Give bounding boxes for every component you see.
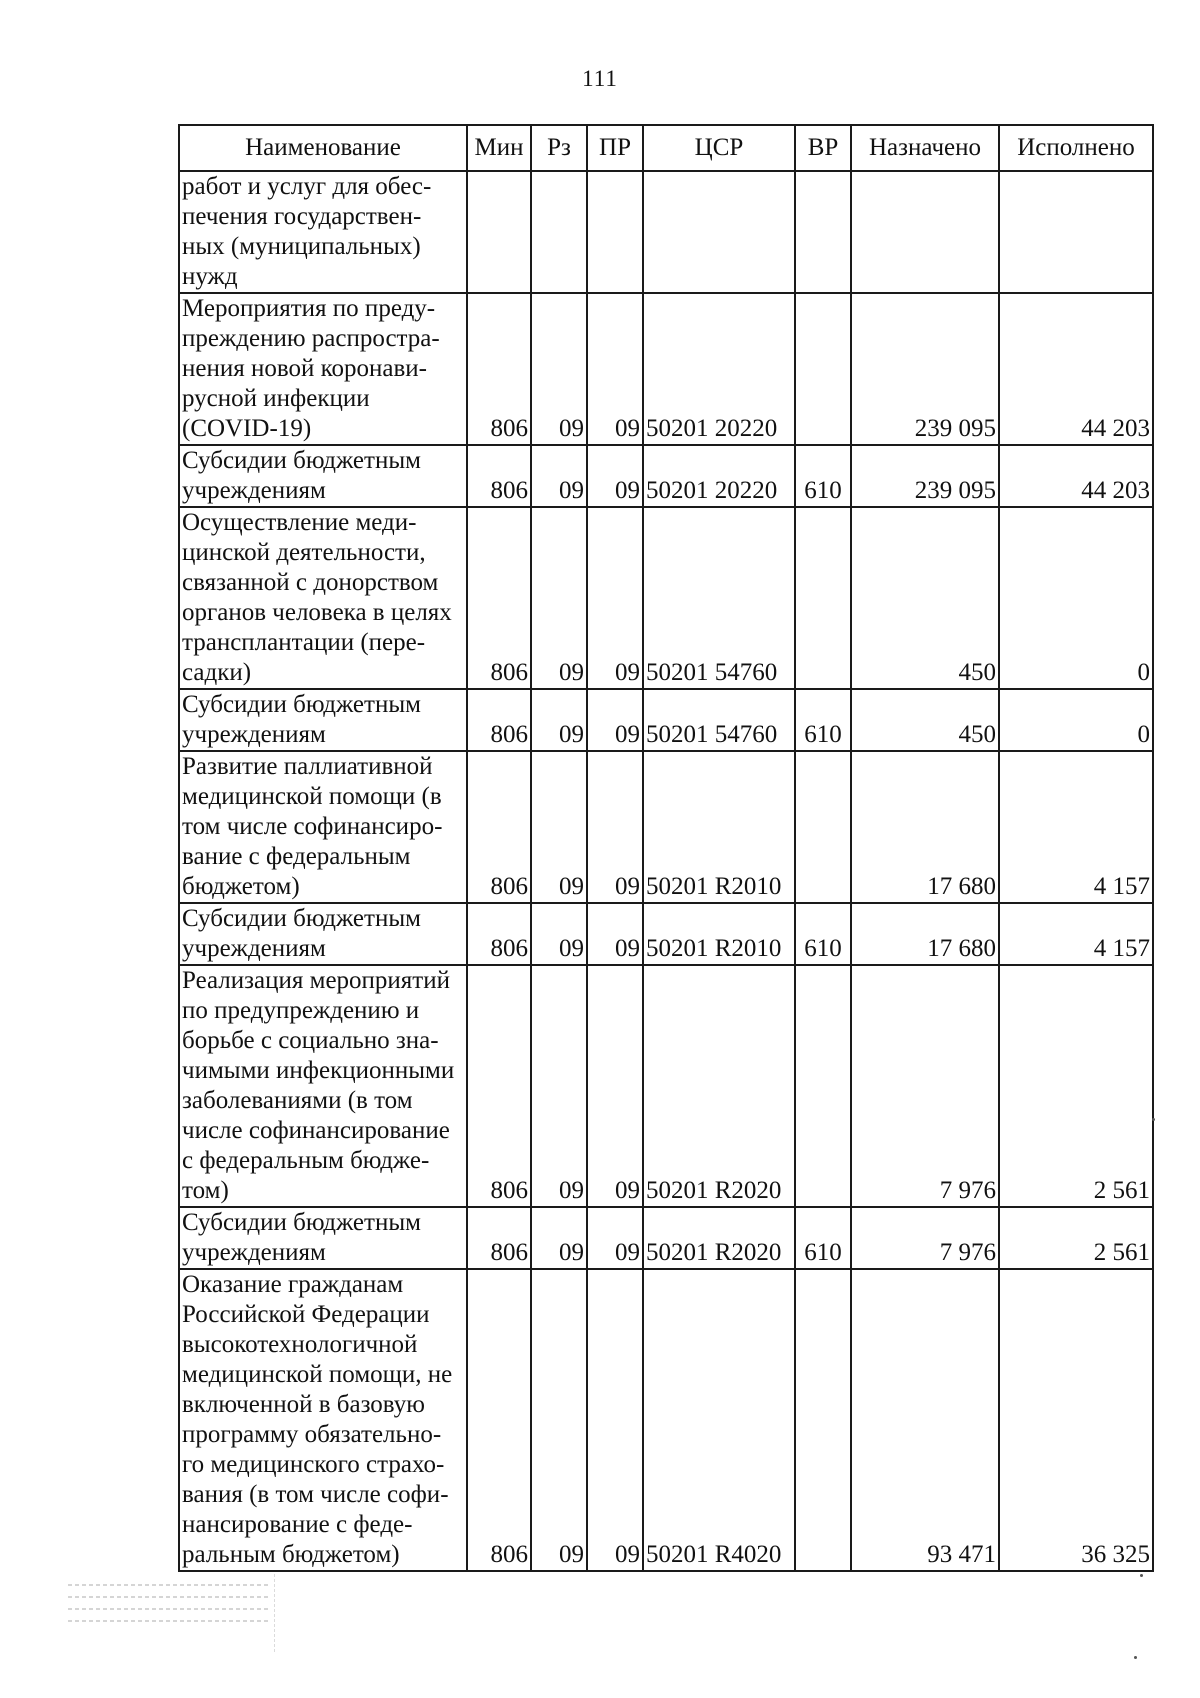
row-name: Субсидии бюджетным учреждениям [179,689,467,751]
row-assigned: 93 471 [851,1269,999,1571]
row-min: 806 [467,965,531,1207]
row-assigned: 7 976 [851,1207,999,1269]
row-rz: 09 [531,1269,587,1571]
row-min: 806 [467,1269,531,1571]
row-assigned: 450 [851,507,999,689]
row-min: 806 [467,507,531,689]
row-executed: 44 203 [999,293,1153,445]
row-csr: 50201 20220 [643,445,795,507]
row-pr: 09 [587,1269,643,1571]
row-name: Субсидии бюджетным учреждениям [179,1207,467,1269]
row-pr: 09 [587,903,643,965]
row-vr [795,507,851,689]
row-executed [999,171,1153,293]
scan-speck [1140,1574,1143,1577]
row-csr: 50201 R2020 [643,1207,795,1269]
row-rz [531,171,587,293]
row-executed: 0 [999,689,1153,751]
row-pr [587,171,643,293]
row-pr: 09 [587,689,643,751]
row-csr: 50201 R4020 [643,1269,795,1571]
header-csr: ЦСР [643,125,795,171]
row-csr [643,171,795,293]
row-rz: 09 [531,293,587,445]
row-min: 806 [467,445,531,507]
row-name: Оказание гражданам Российской Федерации высокотехнологичной медицинской помощи, не включенной в базовую программу обязательно- го медицинского страхо- вания (в том числе софи- нансирование с феде- ральным бюджетом) [179,1269,467,1571]
row-assigned: 17 680 [851,751,999,903]
budget-table [178,124,1154,1572]
table-body [179,171,1153,1571]
row-pr: 09 [587,1207,643,1269]
row-executed: 2 561 [999,965,1153,1207]
row-assigned: 7 976 [851,965,999,1207]
row-pr: 09 [587,965,643,1207]
row-assigned: 239 095 [851,445,999,507]
stamp-line [68,1596,268,1598]
row-name: работ и услуг для обес- печения государствен- ных (муниципальных) нужд [179,171,467,293]
row-executed: 4 157 [999,903,1153,965]
faded-stamp [62,1574,275,1652]
row-csr: 50201 R2020 [643,965,795,1207]
row-vr [795,751,851,903]
row-executed: 0 [999,507,1153,689]
row-rz: 09 [531,689,587,751]
row-csr: 50201 20220 [643,293,795,445]
row-rz: 09 [531,1207,587,1269]
table-row [179,171,1153,293]
table-row [179,965,1153,1207]
row-vr [795,1269,851,1571]
stamp-line [68,1608,268,1610]
row-csr: 50201 54760 [643,689,795,751]
stamp-line [68,1620,268,1622]
row-pr: 09 [587,507,643,689]
table-row [179,293,1153,445]
row-min: 806 [467,689,531,751]
header-min: Мин [467,125,531,171]
row-assigned: 17 680 [851,903,999,965]
row-pr: 09 [587,751,643,903]
row-min: 806 [467,293,531,445]
page-number: 111 [582,66,618,91]
row-executed: 36 325 [999,1269,1153,1571]
row-vr: 610 [795,903,851,965]
row-rz: 09 [531,507,587,689]
row-name: Субсидии бюджетным учреждениям [179,903,467,965]
stamp-line [68,1584,268,1586]
header-vr: ВР [795,125,851,171]
table-header-row [179,125,1153,171]
header-executed: Исполнено [999,125,1153,171]
row-rz: 09 [531,903,587,965]
row-pr: 09 [587,293,643,445]
row-vr: 610 [795,445,851,507]
table-row [179,689,1153,751]
row-vr [795,965,851,1207]
table-row [179,445,1153,507]
row-name: Реализация мероприятий по предупреждению и борьбе с социально зна- чимыми инфекционными заболеваниями (в том числе софинансирование с федеральным бюдже- том) [179,965,467,1207]
row-name: Осуществление меди- цинской деятельности, связанной с донорством органов человека в целях трансплантации (пере- садки) [179,507,467,689]
row-min [467,171,531,293]
row-assigned: 450 [851,689,999,751]
row-executed: 4 157 [999,751,1153,903]
row-min: 806 [467,903,531,965]
row-vr [795,293,851,445]
row-rz: 09 [531,751,587,903]
scan-speck [1152,1118,1155,1121]
row-csr: 50201 54760 [643,507,795,689]
header-name: Наименование [179,125,467,171]
row-min: 806 [467,1207,531,1269]
row-assigned: 239 095 [851,293,999,445]
table-row [179,903,1153,965]
row-rz: 09 [531,445,587,507]
row-name: Развитие паллиативной медицинской помощи (в том числе софинансиро- вание с федеральным бюджетом) [179,751,467,903]
table-row [179,751,1153,903]
scan-speck [1134,1656,1137,1659]
row-csr: 50201 R2010 [643,751,795,903]
row-vr: 610 [795,689,851,751]
row-assigned [851,171,999,293]
header-rz: Рз [531,125,587,171]
row-rz: 09 [531,965,587,1207]
row-vr [795,171,851,293]
table-row [179,1269,1153,1571]
row-min: 806 [467,751,531,903]
row-name: Мероприятия по преду- преждению распростра- нения новой коронави- русной инфекции (COVID-19) [179,293,467,445]
header-assigned: Назначено [851,125,999,171]
header-pr: ПР [587,125,643,171]
table-row [179,507,1153,689]
table-row [179,1207,1153,1269]
row-csr: 50201 R2010 [643,903,795,965]
row-executed: 44 203 [999,445,1153,507]
row-executed: 2 561 [999,1207,1153,1269]
row-name: Субсидии бюджетным учреждениям [179,445,467,507]
row-pr: 09 [587,445,643,507]
row-vr: 610 [795,1207,851,1269]
